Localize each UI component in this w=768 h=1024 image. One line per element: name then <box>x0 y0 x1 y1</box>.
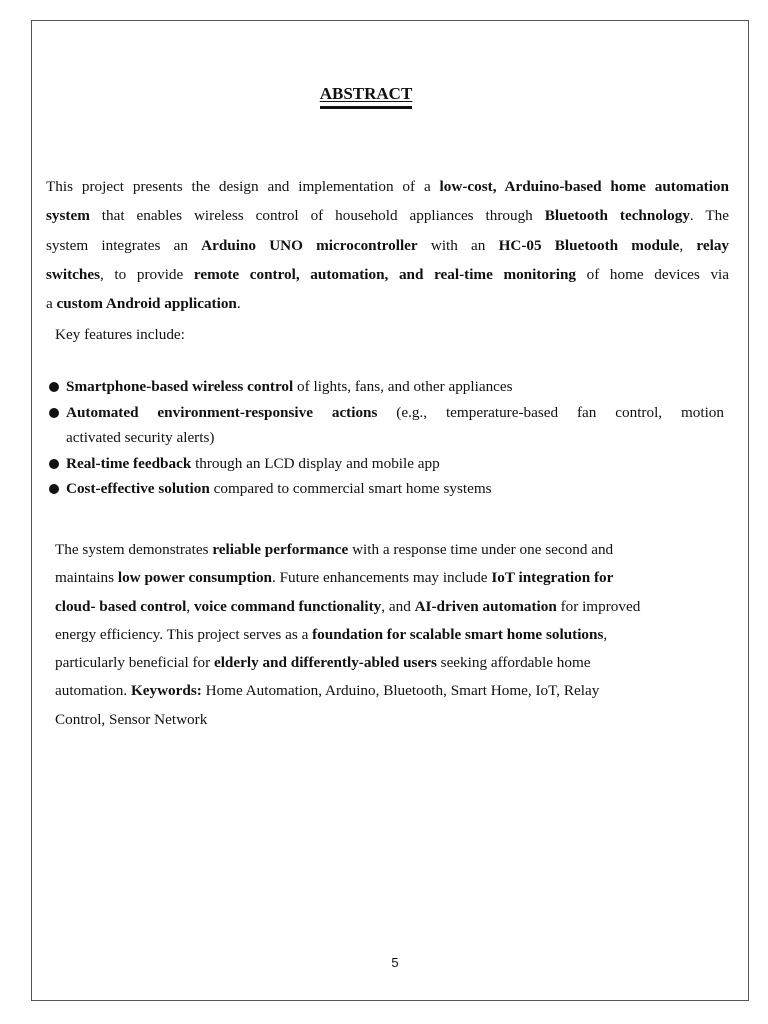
bullet-icon <box>49 408 59 418</box>
feature-list <box>46 374 724 502</box>
conclusion-line-1: The system demonstrates reliable performance with a response time under one second and <box>55 541 614 558</box>
list-item: Real-time feedback through an LCD display and mobile app <box>46 451 724 477</box>
list-item: Smartphone-based wireless control of lights, fans, and other appliances <box>46 374 724 400</box>
intro-line-3: system integrates an Arduino UNO microcontroller with an HC-05 Bluetooth module, relay <box>46 236 730 254</box>
list-item: Automated environment-responsive actions (e.g., temperature-based fan control, motion activated security alerts) <box>46 400 724 451</box>
conclusion-line-4: energy efficiency. This project serves as a foundation for scalable smart home solutions, <box>55 625 608 643</box>
conclusion-paragraph <box>55 536 705 734</box>
list-item: Cost-effective solution compared to commercial smart home systems <box>46 476 724 502</box>
conclusion-line-7: Control, Sensor Network <box>55 710 208 728</box>
intro-line-1: This project presents the design and implementation of a low-cost, Arduino-based home automation <box>46 178 729 195</box>
conclusion-line-5: particularly beneficial for elderly and differently-abled users seeking affordable home <box>55 654 591 672</box>
intro-paragraph <box>46 172 729 318</box>
intro-line-2: system that enables wireless control of household appliances through Bluetooth technology. The <box>46 207 729 225</box>
abstract-title: ABSTRACT <box>320 84 413 109</box>
conclusion-line-3: cloud- based control, voice command functionality, and AI-driven automation for improved <box>55 597 641 615</box>
page-border <box>31 20 749 1001</box>
bullet-icon <box>49 484 59 494</box>
conclusion-line-6: automation. Keywords: Home Automation, Arduino, Bluetooth, Smart Home, IoT, Relay <box>55 682 600 700</box>
intro-line-4: switches, to provide remote control, automation, and real-time monitoring of home devices via <box>46 265 729 283</box>
bullet-icon <box>49 459 59 469</box>
key-features-heading: Key features include: <box>55 326 185 343</box>
title-container <box>0 84 732 109</box>
bullet-icon <box>49 382 59 392</box>
page-number: 5 <box>391 955 399 970</box>
conclusion-line-2: maintains low power consumption. Future enhancements may include IoT integration for <box>55 569 614 587</box>
intro-line-5: a custom Android application. <box>46 295 241 313</box>
